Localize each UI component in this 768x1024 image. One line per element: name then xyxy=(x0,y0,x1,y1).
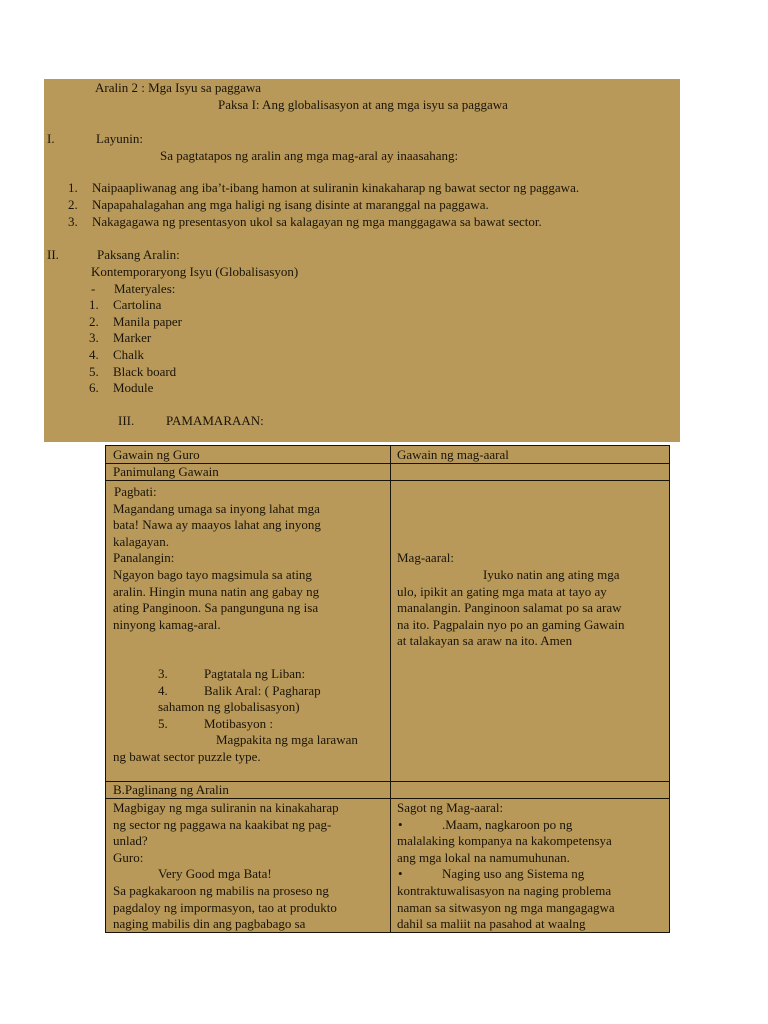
table-line: .Maam, nagkaroon po ng xyxy=(442,816,573,832)
table-header-cell xyxy=(390,445,670,464)
table-section-cell xyxy=(390,781,670,799)
table-header-cell xyxy=(105,445,391,464)
objective-number: 1. xyxy=(68,180,78,195)
table-line: Iyuko natin ang ating mga xyxy=(483,567,620,582)
objective-number: 3. xyxy=(68,214,78,229)
material-number: 4. xyxy=(89,347,99,362)
material-number: 3. xyxy=(89,330,99,345)
material-item: Marker xyxy=(113,330,152,345)
table-section-cell xyxy=(390,463,670,481)
table-line: Guro: xyxy=(113,849,144,865)
table-line: sahamon ng globalisasyon) xyxy=(158,699,300,715)
table-line: Motibasyon : xyxy=(204,715,273,731)
table-line: Sagot ng Mag-aaral: xyxy=(397,800,504,815)
bullet: • xyxy=(398,816,403,832)
layunin-intro: Sa pagtatapos ng aralin ang mga mag-aral ay inaasahang: xyxy=(160,148,459,163)
table-line: ng sector ng paggawa na kaakibat ng pag- xyxy=(113,816,332,832)
material-item: Cartolina xyxy=(113,297,162,312)
table-line: Magandang umaga sa inyong lahat mga xyxy=(113,500,320,516)
table-line: manalangin. Panginoon salamat po sa araw xyxy=(397,600,622,616)
table-line: Panalangin: xyxy=(113,550,175,566)
table-cell-mag-aaral-1 xyxy=(390,480,670,782)
aralin-title: Aralin 2 : Mga Isyu sa paggawa xyxy=(95,80,262,95)
table-line: Very Good mga Bata! xyxy=(158,866,272,882)
table-line: naman sa sitwasyon ng mga mangagagwa xyxy=(397,899,615,915)
table-line: ninyong kamag-aral. xyxy=(113,616,221,632)
table-line: pagdaloy ng impormasyon, tao at produkto xyxy=(113,899,337,915)
header-guro: Gawain ng Guro xyxy=(113,447,200,462)
pamamaraan-label: PAMAMARAAN: xyxy=(166,413,264,428)
table-line: at talakayan sa araw na ito. Amen xyxy=(397,633,573,649)
table-line: Pagbati: xyxy=(114,484,157,499)
paksa-title: Paksa I: Ang globalisasyon at ang mga isyu sa paggawa xyxy=(218,97,508,112)
table-line: Naging uso ang Sistema ng xyxy=(442,866,585,882)
table-line: bata! Nawa ay maayos lahat ang inyong xyxy=(113,517,321,533)
table-line: malalaking kompanya na kakompetensya xyxy=(397,833,612,849)
table-cell-mag-aaral-2 xyxy=(390,798,670,933)
material-number: 1. xyxy=(89,297,99,312)
table-line: Balik Aral: ( Pagharap xyxy=(204,682,321,698)
table-line: naging mabilis din ang pagbabago sa xyxy=(113,916,306,932)
list-number: 5. xyxy=(158,715,168,731)
section-numeral-2: II. xyxy=(47,247,59,262)
table-cell-guro-1 xyxy=(105,480,391,782)
table-line: Ngayon bago tayo magsimula sa ating xyxy=(113,567,312,582)
table-line: na ito. Pagpalain nyo po an gaming Gawain xyxy=(397,616,625,632)
table-line: Mag-aaral: xyxy=(397,550,455,566)
table-line: Magbigay ng mga suliranin na kinakaharap xyxy=(113,800,339,815)
materyales-label: Materyales: xyxy=(114,281,176,296)
table-line: Sa pagkakaroon ng mabilis na proseso ng xyxy=(113,883,329,898)
material-item: Module xyxy=(113,380,154,395)
section-numeral-3: III. xyxy=(118,413,135,428)
table-line: kontraktuwalisasyon na naging problema xyxy=(397,883,612,898)
table-line: kalagayan. xyxy=(113,533,169,549)
material-item: Black board xyxy=(113,364,177,379)
material-item: Manila paper xyxy=(113,314,182,329)
paksang-aralin-topic: Kontemporaryong Isyu (Globalisasyon) xyxy=(91,264,299,279)
table-line: ulo, ipikit an gating mga mata at tayo ay xyxy=(397,583,607,599)
list-number: 3. xyxy=(158,666,168,681)
bullet: • xyxy=(398,866,403,882)
header-mag-aaral: Gawain ng mag-aaral xyxy=(397,447,509,462)
objective-text: Naipaapliwanag ang iba’t-ibang hamon at suliranin kinakaharap ng bawat sector ng paggawa. xyxy=(92,180,580,195)
table-line: unlad? xyxy=(113,833,148,849)
table-line: ng bawat sector puzzle type. xyxy=(113,749,261,764)
objective-text: Nakagagawa ng presentasyon ukol sa kalagayan ng mga manggagawa sa bawat sector. xyxy=(92,214,542,229)
table-section-cell xyxy=(105,781,391,799)
table-line: Pagtatala ng Liban: xyxy=(204,666,306,681)
layunin-label: Layunin: xyxy=(96,131,143,146)
section-panimulang-gawain: Panimulang Gawain xyxy=(113,464,219,479)
materyales-dash: - xyxy=(91,281,96,296)
table-cell-guro-2 xyxy=(105,798,391,933)
material-number: 6. xyxy=(89,380,99,395)
material-item: Chalk xyxy=(113,347,145,362)
objective-number: 2. xyxy=(68,197,78,212)
list-number: 4. xyxy=(158,682,168,698)
activities-table xyxy=(105,445,670,933)
table-line: ating Panginoon. Sa pangunguna ng isa xyxy=(113,600,319,616)
material-number: 5. xyxy=(89,364,99,379)
paksang-aralin-label: Paksang Aralin: xyxy=(97,247,180,262)
table-line: Magpakita ng mga larawan xyxy=(216,732,358,748)
section-paglinang: B.Paglinang ng Aralin xyxy=(113,782,229,797)
table-line: ang mga lokal na namumuhunan. xyxy=(397,849,570,865)
table-line: dahil sa maliit na pasahod at waalng xyxy=(397,916,586,932)
table-line: aralin. Hingin muna natin ang gabay ng xyxy=(113,583,320,599)
table-section-cell xyxy=(105,463,391,481)
objective-text: Napapahalagahan ang mga haligi ng isang disinte at maranggal na paggawa. xyxy=(92,197,489,212)
material-number: 2. xyxy=(89,314,99,329)
section-numeral-1: I. xyxy=(47,131,55,146)
